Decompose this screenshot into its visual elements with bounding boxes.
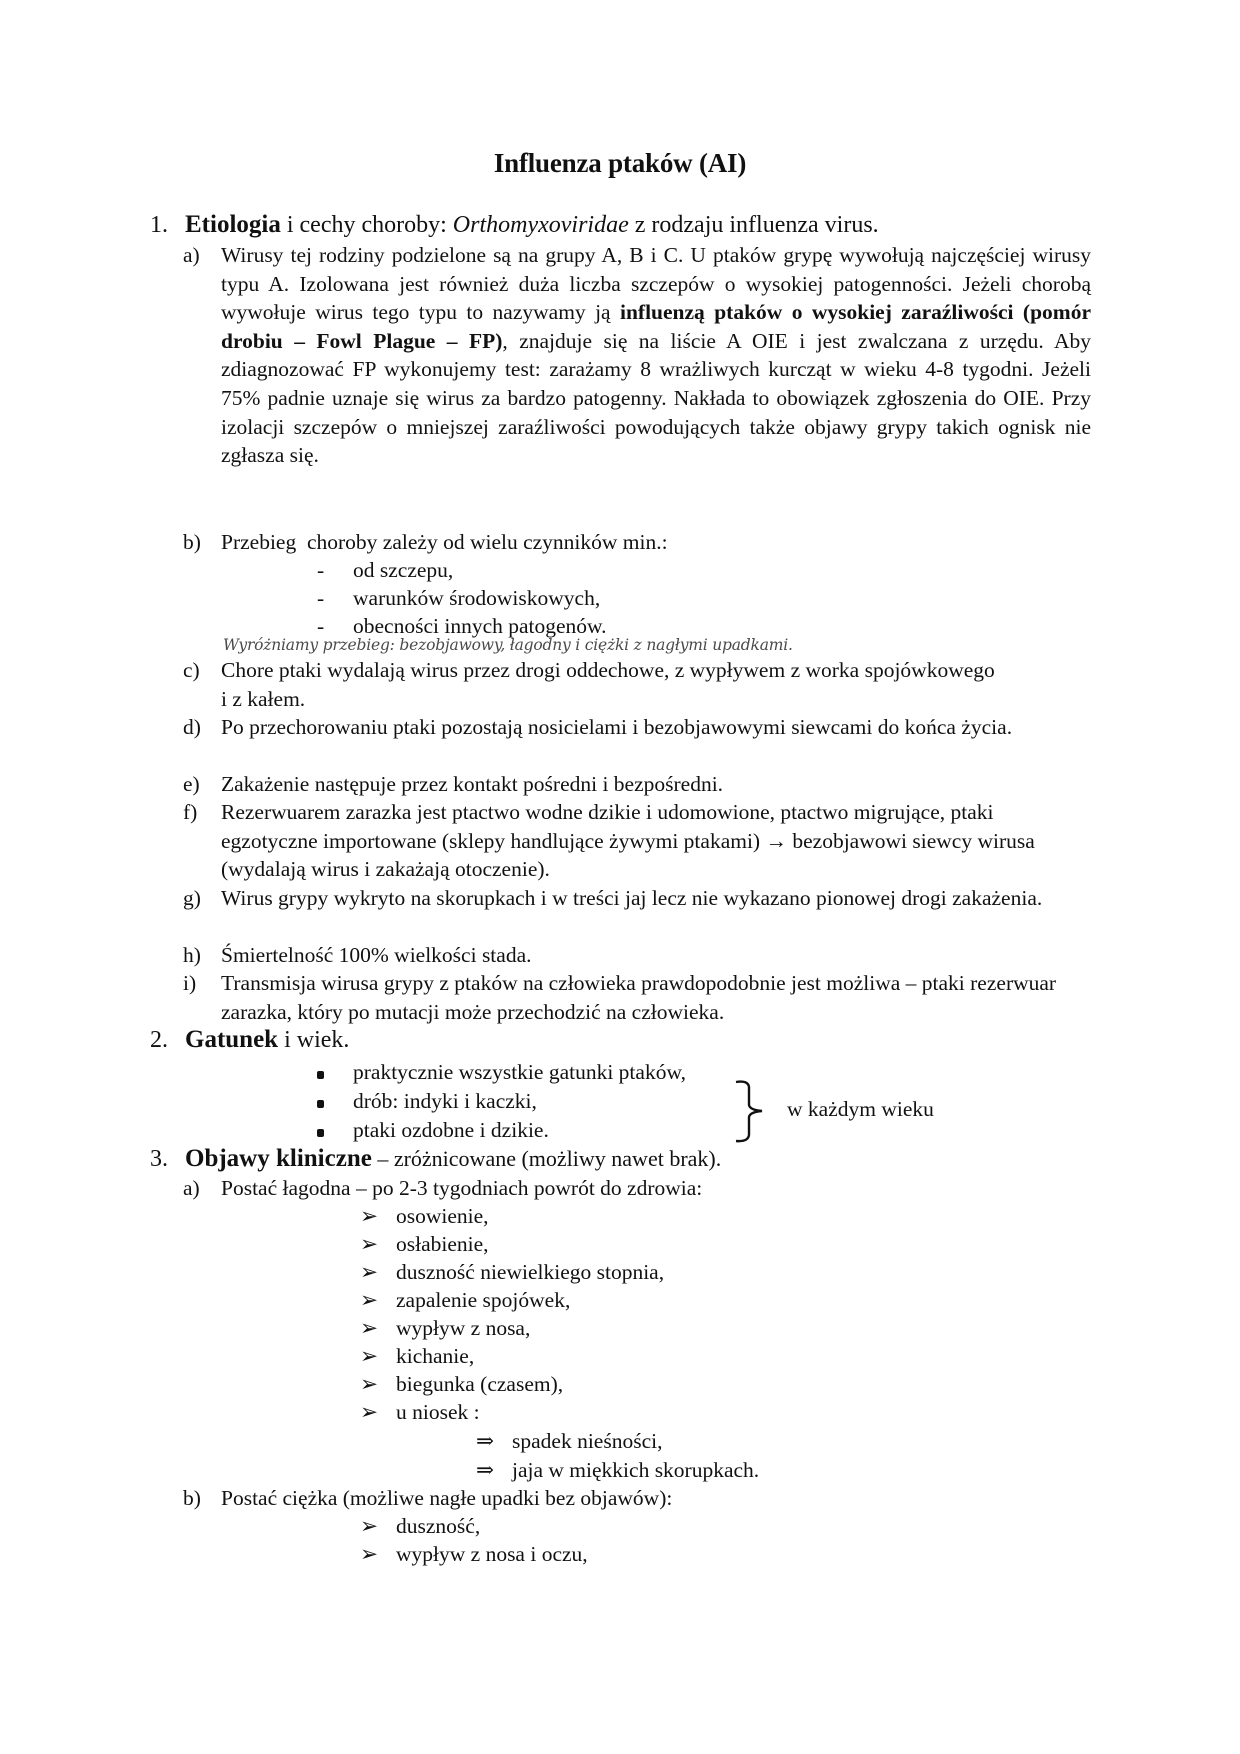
list-item-text: kichanie,: [396, 1344, 475, 1368]
item-1h: [183, 941, 1091, 970]
list-item-text: u niosek :: [396, 1400, 480, 1424]
double-arrow-icon: ⇒: [476, 1429, 495, 1453]
section-number: 3.: [150, 1146, 168, 1172]
arrowhead-bullet-icon: ➢: [360, 1288, 379, 1312]
section-heading-bold: Etiologia: [185, 211, 281, 238]
section-2-heading: [150, 1026, 349, 1054]
arrowhead-bullet-icon: ➢: [360, 1204, 379, 1228]
italic-note: Wyróżniamy przebieg: bezobjawowy, łagodny i ciężki z nagłymi upadkami.: [223, 636, 793, 654]
brace-label: w każdym wieku: [787, 1097, 934, 1121]
item-text: Po przechorowaniu ptaki pozostają nosicielami i bezobjawowymi siewcami do końca życia.: [221, 715, 1013, 739]
text-run: , znajduje się na liście A OIE i jest zwalczana z urzędu. Aby zdiagnozować FP wykonujemy test: zarażamy 8 wrażliwych kurcząt w wieku 4-8 tygodni. Jeżeli 75% padnie uznaje się wirus za bardzo patogenny. Nakłada to obowiązek zgłoszenia do OIE. Przy izolacji szczepów o mniejszej zaraźliwości powodujących także objawy grypy takich ognisk nie zgłasza się.: [221, 328, 1092, 468]
item-text: Wirus grypy wykryto na skorupkach i w treści jaj lecz nie wykazano pionowej drogi zakażenia.: [221, 886, 1043, 910]
item-label: a): [183, 243, 200, 267]
heading-text: i cechy choroby:: [280, 212, 453, 238]
item-1b: [183, 528, 1091, 557]
list-item-text: ptaki ozdobne i dzikie.: [353, 1118, 549, 1142]
item-text: [221, 798, 1091, 884]
item-text: Przebieg choroby zależy od wielu czynników min.:: [221, 530, 668, 554]
section-1-heading: [150, 211, 879, 239]
arrowhead-bullet-icon: ➢: [360, 1344, 379, 1368]
arrowhead-bullet-icon: ➢: [360, 1400, 379, 1424]
section-3-heading: [150, 1145, 721, 1173]
page-title: Influenza ptaków (AI): [493, 148, 747, 178]
list-item-text: osowienie,: [396, 1204, 489, 1228]
arrowhead-bullet-icon: ➢: [360, 1542, 379, 1566]
text-run: Rezerwuarem zarazka jest ptactwo wodne dzikie i udomowione, ptactwo migrujące, ptaki egzotyczne importowane (sklepy handlujące żywymi ptakami): [221, 800, 994, 853]
section-number: 2.: [150, 1027, 168, 1053]
item-label: g): [183, 886, 201, 910]
list-item-text: biegunka (czasem),: [396, 1372, 564, 1396]
list-item-text: duszność niewielkiego stopnia,: [396, 1260, 665, 1284]
item-label: b): [183, 1486, 201, 1510]
bullet-dot-icon: [317, 1129, 324, 1137]
arrowhead-bullet-icon: ➢: [360, 1316, 379, 1340]
section-heading-bold: Objawy kliniczne: [185, 1145, 372, 1172]
dash-bullet-icon: -: [317, 614, 325, 638]
list-item-text: praktycznie wszystkie gatunki ptaków,: [353, 1060, 686, 1084]
section-heading-bold: Gatunek: [185, 1026, 279, 1053]
item-1e: [183, 770, 1091, 799]
item-label: b): [183, 530, 201, 554]
item-label: i): [183, 971, 197, 995]
heading-text: z rodzaju influenza virus.: [628, 212, 879, 238]
item-1f: [183, 798, 1091, 884]
item-label: d): [183, 715, 201, 739]
list-item-text: jaja w miękkich skorupkach.: [512, 1458, 760, 1482]
section-number: 1.: [150, 212, 168, 238]
item-label: h): [183, 943, 201, 967]
list-item-text: osłabienie,: [396, 1232, 489, 1256]
right-arrow-icon: →: [765, 828, 787, 853]
item-label: f): [183, 800, 198, 824]
list-item-text: spadek nieśności,: [512, 1429, 663, 1453]
list-item-text: drób: indyki i kaczki,: [353, 1089, 537, 1113]
item-text: Postać łagodna – po 2-3 tygodniach powrót do zdrowia:: [221, 1176, 703, 1200]
text-run: bezobjawowi siewcy wirusa (wydalają wirus i zakażają otoczenie).: [221, 828, 1035, 882]
item-text: [221, 241, 1091, 470]
item-1c: [183, 656, 1091, 713]
list-item-text: wypływ z nosa,: [396, 1316, 531, 1340]
dash-bullet-icon: -: [317, 558, 325, 582]
item-label: e): [183, 772, 200, 796]
item-1a: [183, 241, 1091, 470]
list-item-text: od szczepu,: [353, 558, 454, 582]
list-item-text: obecności innych patogenów.: [353, 614, 607, 638]
double-arrow-icon: ⇒: [476, 1458, 495, 1482]
list-item-text: wypływ z nosa i oczu,: [396, 1542, 588, 1566]
bold-text-run: influenzą ptaków o wysokiej zaraźliwości (pomór drobiu – Fowl Plague – FP): [221, 300, 1091, 353]
item-text: Śmiertelność 100% wielkości stada.: [221, 943, 532, 967]
dash-bullet-icon: -: [317, 586, 325, 610]
arrowhead-bullet-icon: ➢: [360, 1514, 379, 1538]
arrowhead-bullet-icon: ➢: [360, 1260, 379, 1284]
heading-text: i wiek.: [278, 1027, 350, 1053]
item-label: a): [183, 1176, 200, 1200]
text-run: Wirusy tej rodziny podzielone są na grupy A, B i C. U ptaków grypę wywołują najczęściej wirusy typu A. Izolowana jest również duża liczba szczepów o wysokiej patogenności. Jeżeli chorobą wywołuje wirus tego typu to nazywamy ją: [221, 243, 1091, 325]
item-1i: [183, 969, 1091, 1026]
list-item-text: warunków środowiskowych,: [353, 586, 601, 610]
item-text: Transmisja wirusa grypy z ptaków na człowieka prawdopodobnie jest możliwa – ptaki rezerwuar zarazka, który po mutacji może przechodzić na człowieka.: [221, 971, 1057, 1024]
item-text: Zakażenie następuje przez kontakt pośredni i bezpośredni.: [221, 772, 724, 796]
item-text: Postać ciężka (możliwe nagłe upadki bez objawów):: [221, 1486, 673, 1510]
bullet-dot-icon: [317, 1071, 324, 1079]
heading-text: – zróżnicowane (możliwy nawet brak).: [371, 1146, 722, 1171]
item-3a: [183, 1174, 1091, 1203]
item-3b: [183, 1484, 1091, 1513]
heading-italic-term: Orthomyxoviridae: [452, 212, 629, 238]
item-1d: [183, 713, 1091, 742]
arrowhead-bullet-icon: ➢: [360, 1232, 379, 1256]
item-label: c): [183, 658, 200, 682]
bullet-dot-icon: [317, 1100, 324, 1108]
item-1g: [183, 884, 1091, 913]
item-text: Chore ptaki wydalają wirus przez drogi oddechowe, z wypływem z worka spojówkowego i z kałem.: [221, 658, 995, 711]
curly-brace-icon: [734, 1075, 768, 1145]
arrowhead-bullet-icon: ➢: [360, 1372, 379, 1396]
list-item-text: zapalenie spojówek,: [396, 1288, 571, 1312]
list-item-text: duszność,: [396, 1514, 481, 1538]
